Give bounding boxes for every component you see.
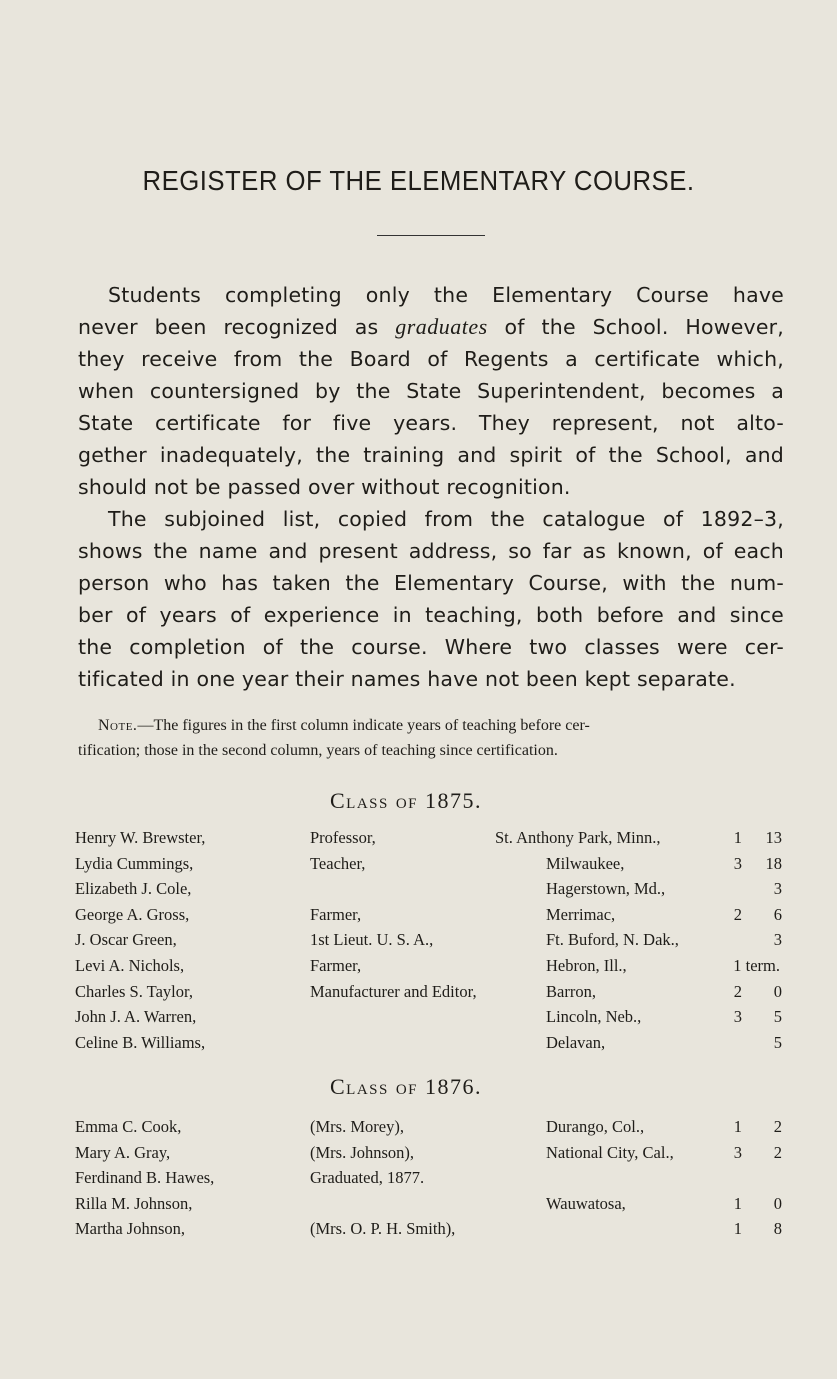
- note-line: tification; those in the second column, years of teaching since certification.: [78, 742, 558, 759]
- student-name: Celine B. Williams,: [75, 1032, 206, 1052]
- register-row: [0, 1033, 837, 1059]
- student-name: Henry W. Brewster,: [75, 828, 206, 847]
- occupation: Farmer,: [310, 956, 362, 975]
- text-line: [78, 311, 784, 343]
- years-since: 5: [773, 1007, 782, 1027]
- note-line: [78, 713, 784, 738]
- text-fragment: never been recognized as: [78, 315, 396, 339]
- address: Wauwatosa,: [546, 1193, 626, 1213]
- years-since: 0: [773, 981, 782, 1001]
- intro-paragraph-1: [78, 279, 784, 503]
- occupation: (Mrs. Morey),: [310, 1117, 404, 1136]
- page-title: REGISTER OF THE ELEMENTARY COURSE.: [142, 165, 695, 196]
- student-name: Rilla M. Johnson,: [75, 1193, 193, 1213]
- years-since: 3: [773, 930, 782, 950]
- occupation: 1st Lieut. U. S. A.,: [310, 930, 434, 950]
- note-label: Note.: [98, 717, 138, 734]
- years-before: 3: [733, 853, 742, 873]
- text-line: Students completing only the Elementary Course have: [108, 283, 784, 307]
- note: [78, 713, 784, 763]
- intro-paragraph-2: [78, 503, 784, 695]
- student-name: Levi A. Nichols,: [75, 956, 185, 975]
- student-name: Mary A. Gray,: [75, 1142, 171, 1162]
- register-row: [0, 982, 837, 1008]
- years-before: 1: [733, 1219, 742, 1239]
- address: Merrimac,: [546, 904, 616, 924]
- register-row: [0, 828, 837, 854]
- years-since: 5: [773, 1032, 782, 1052]
- years-since: 3: [773, 879, 782, 899]
- text-line: they receive from the Board of Regents a certificate which,: [78, 347, 784, 371]
- occupation: Manufacturer and Editor,: [310, 981, 477, 1001]
- text-line: shows the name and present address, so far as known, of each: [78, 539, 784, 563]
- years-before: 1: [733, 828, 742, 847]
- occupation: (Mrs. Johnson),: [310, 1142, 415, 1162]
- register-row: [0, 1168, 837, 1194]
- graduates-emphasis: graduates: [395, 314, 488, 339]
- occupation: Professor,: [310, 828, 376, 847]
- note-text: —The figures in the first column indicate years of teaching before cer-: [137, 717, 590, 734]
- address: Barron,: [546, 981, 596, 1001]
- address: Milwaukee,: [546, 853, 625, 873]
- student-name: John J. A. Warren,: [75, 1007, 197, 1027]
- class-1876-heading: Class of 1876.: [330, 1074, 483, 1099]
- occupation: Farmer,: [310, 904, 362, 924]
- text-line: ber of years of experience in teaching, both before and since: [78, 603, 784, 627]
- years-before: 3: [733, 1007, 742, 1027]
- address: Hebron, Ill.,: [546, 956, 627, 975]
- register-row: [0, 956, 837, 982]
- years-since: 1 term.: [733, 956, 780, 975]
- register-row: [0, 854, 837, 880]
- text-line: State certificate for five years. They represent, not alto-: [78, 411, 784, 435]
- student-name: Elizabeth J. Cole,: [75, 879, 192, 899]
- text-line: person who has taken the Elementary Course, with the num-: [78, 571, 784, 595]
- years-before: 3: [733, 1142, 742, 1162]
- student-name: Emma C. Cook,: [75, 1117, 182, 1136]
- years-since: 13: [765, 828, 782, 847]
- register-row: [0, 930, 837, 956]
- years-before: 2: [733, 904, 742, 924]
- address: Lincoln, Neb.,: [546, 1007, 642, 1027]
- years-since: 2: [773, 1117, 782, 1136]
- address: Durango, Col.,: [546, 1117, 645, 1136]
- text-line: when countersigned by the State Superintendent, becomes a: [78, 379, 784, 403]
- years-since: 18: [765, 853, 782, 873]
- address: St. Anthony Park, Minn.,: [495, 828, 661, 847]
- text-line: gether inadequately, the training and spirit of the School, and: [78, 443, 784, 467]
- occupation: Teacher,: [310, 853, 366, 873]
- address: National City, Cal.,: [546, 1142, 674, 1162]
- occupation: (Mrs. O. P. H. Smith),: [310, 1219, 456, 1239]
- years-before: 1: [733, 1193, 742, 1213]
- occupation: Graduated, 1877.: [310, 1168, 425, 1188]
- register-row: [0, 905, 837, 931]
- years-since: 6: [773, 904, 782, 924]
- years-since: 0: [773, 1193, 782, 1213]
- class-1875-heading: Class of 1875.: [330, 788, 483, 813]
- text-line: The subjoined list, copied from the catalogue of 1892–3,: [108, 507, 784, 531]
- address: Ft. Buford, N. Dak.,: [546, 930, 679, 950]
- register-row: [0, 1194, 837, 1220]
- text-line: tificated in one year their names have not been kept separate.: [78, 667, 736, 691]
- student-name: George A. Gross,: [75, 904, 190, 924]
- text-line: should not be passed over without recognition.: [78, 475, 571, 499]
- years-before: 2: [733, 981, 742, 1001]
- text-line: the completion of the course. Where two classes were cer-: [78, 635, 784, 659]
- register-row: [0, 879, 837, 905]
- register-row: [0, 1143, 837, 1169]
- student-name: Martha Johnson,: [75, 1219, 185, 1239]
- title-rule: [377, 235, 485, 236]
- student-name: J. Oscar Green,: [75, 930, 177, 950]
- register-row: [0, 1219, 837, 1245]
- address: Delavan,: [546, 1032, 606, 1052]
- register-row: [0, 1007, 837, 1033]
- address: Hagerstown, Md.,: [546, 879, 666, 899]
- years-since: 8: [773, 1219, 782, 1239]
- student-name: Ferdinand B. Hawes,: [75, 1168, 215, 1188]
- years-since: 2: [773, 1142, 782, 1162]
- register-row: [0, 1117, 837, 1143]
- student-name: Charles S. Taylor,: [75, 981, 193, 1001]
- years-before: 1: [733, 1117, 742, 1136]
- text-fragment: of the School. However,: [487, 315, 784, 339]
- student-name: Lydia Cummings,: [75, 853, 194, 873]
